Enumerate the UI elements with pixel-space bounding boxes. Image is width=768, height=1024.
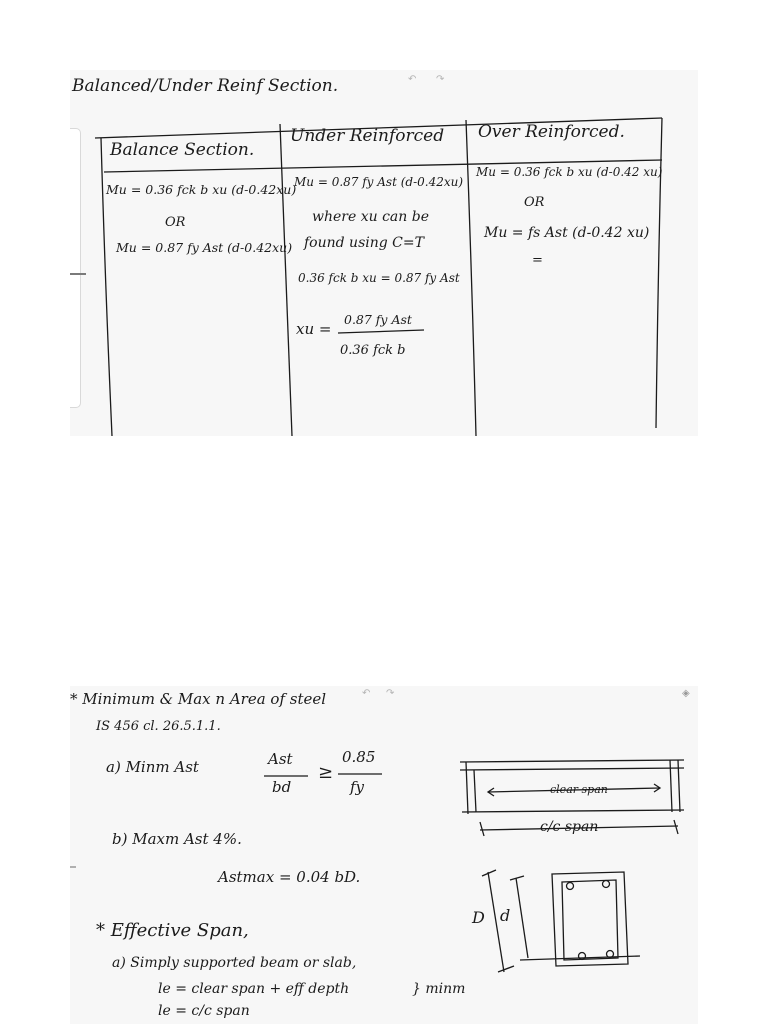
effective-span-rule-2: le = c/c span	[158, 1003, 250, 1019]
redo-icon[interactable]: ↷	[436, 74, 445, 85]
overall-depth-label: D	[472, 908, 485, 927]
min-ast-rhs-denominator: fy	[350, 778, 365, 796]
balance-formula-1: Mu = 0.36 fck b xu (d-0.42xu)	[106, 182, 297, 197]
layers-icon[interactable]: ◈	[682, 688, 690, 699]
effective-span-rule-1: le = clear span + eff depth	[158, 981, 350, 997]
over-formula-1: Mu = 0.36 fck b xu (d-0.42 xu)	[476, 165, 663, 179]
min-ast-numerator: Ast	[268, 750, 293, 768]
cc-span-label: c/c span	[540, 819, 599, 835]
under-formula-1: Mu = 0.87 fy Ast (d-0.42xu)	[294, 175, 464, 189]
clear-span-label: clear span	[550, 783, 608, 796]
min-ast-label: a) Minm Ast	[106, 758, 199, 776]
under-note-2: found using C=T	[304, 235, 424, 251]
under-xu-numerator: 0.87 fy Ast	[344, 312, 412, 327]
under-xu-denominator: 0.36 fck b	[340, 343, 406, 358]
code-reference: IS 456 cl. 26.5.1.1.	[96, 719, 221, 734]
effective-span-brace: } minm	[412, 981, 466, 997]
min-ast-rhs-numerator: 0.85	[342, 748, 376, 766]
min-max-heading: * Minimum & Max n Area of steel	[70, 690, 327, 708]
redo-icon-2[interactable]: ↷	[386, 688, 395, 699]
effective-span-heading: * Effective Span,	[96, 920, 249, 941]
over-equals-mark: =	[532, 253, 543, 268]
under-equilibrium: 0.36 fck b xu = 0.87 fy Ast	[298, 271, 460, 285]
header-under-reinforced: Under Reinforced	[290, 126, 445, 146]
simply-supported-label: a) Simply supported beam or slab,	[112, 955, 357, 971]
over-formula-2: Mu = fs Ast (d-0.42 xu)	[484, 225, 650, 241]
min-ast-relation: ≥	[318, 762, 334, 783]
under-note-1: where xu can be	[312, 209, 429, 225]
header-over-reinforced: Over Reinforced.	[478, 122, 625, 142]
max-ast-label: b) Maxm Ast 4%.	[112, 830, 242, 848]
balance-or: OR	[165, 215, 186, 230]
min-ast-denominator: bd	[272, 778, 292, 796]
effective-depth-label: d	[500, 906, 511, 925]
balance-formula-2: Mu = 0.87 fy Ast (d-0.42xu)	[116, 240, 293, 255]
max-ast-formula: Astmax = 0.04 bD.	[218, 868, 361, 886]
page-title: Balanced/Under Reinf Section.	[72, 76, 339, 96]
undo-icon-2[interactable]: ↶	[362, 688, 371, 699]
over-or: OR	[524, 195, 545, 210]
undo-icon[interactable]: ↶	[408, 74, 417, 85]
under-xu-label: xu =	[296, 320, 332, 338]
header-balance-section: Balance Section.	[110, 140, 255, 160]
